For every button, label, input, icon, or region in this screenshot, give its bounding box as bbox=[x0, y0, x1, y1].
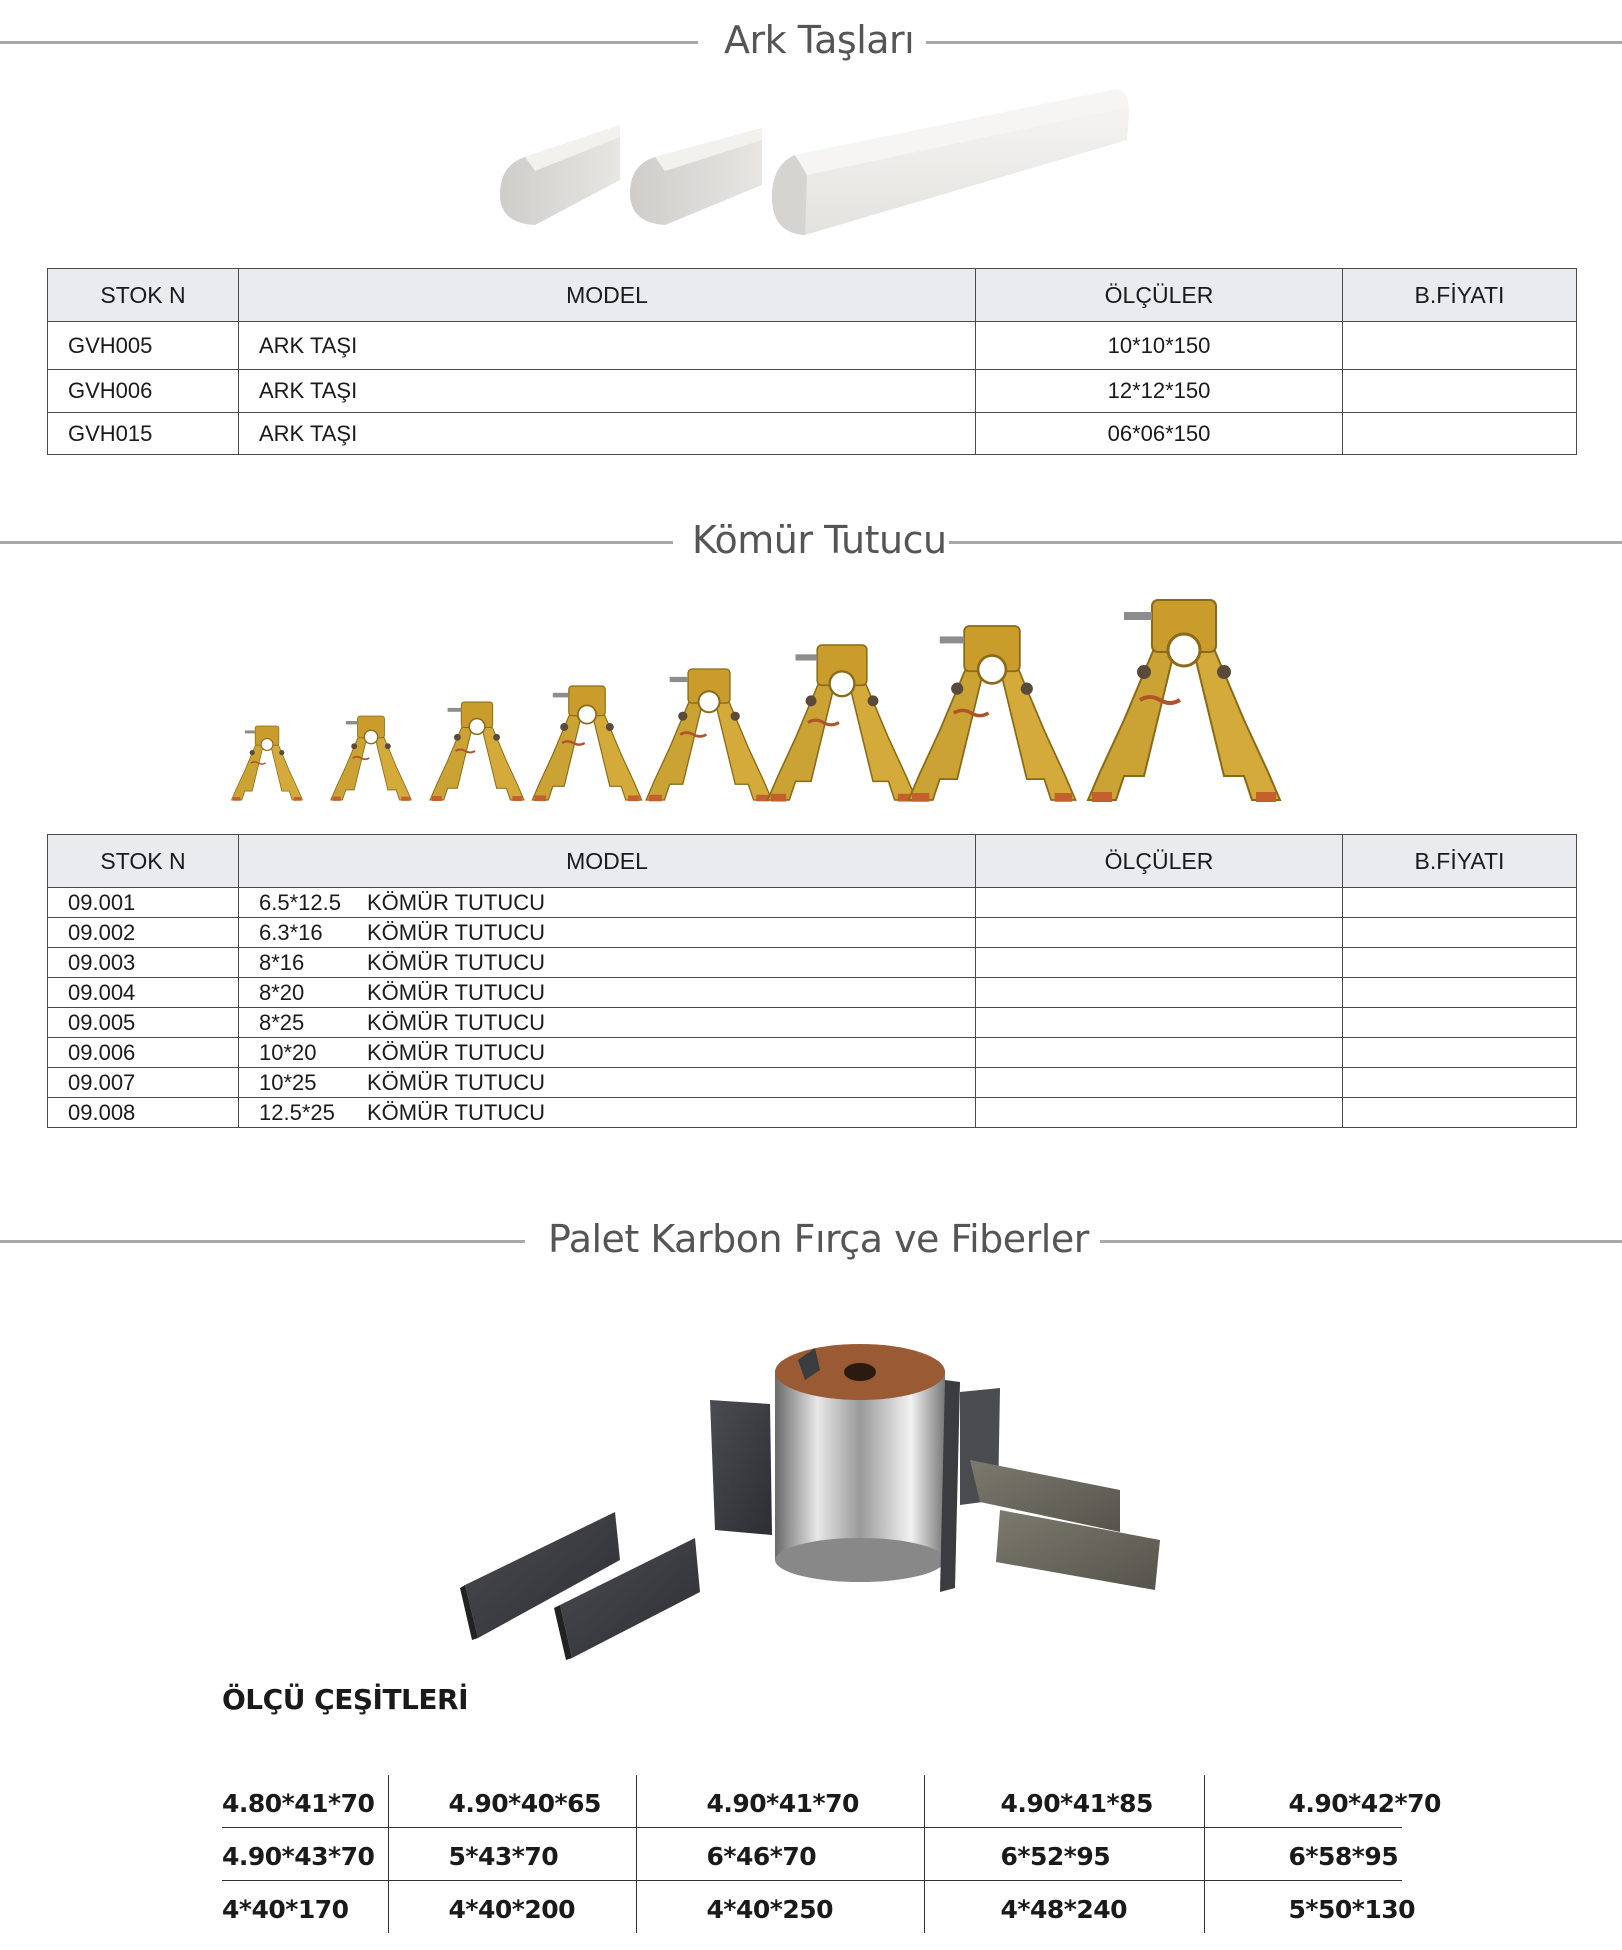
olcu-cell: 10*10*150 bbox=[976, 322, 1343, 370]
size-cell: 4.80*41*70 bbox=[222, 1788, 375, 1818]
table-row bbox=[48, 1008, 1577, 1038]
ark-table bbox=[47, 268, 1577, 455]
col-header-stok: STOK N bbox=[48, 835, 239, 888]
stok-cell: 09.003 bbox=[48, 948, 239, 978]
sizes-row bbox=[222, 1828, 1402, 1881]
table-row bbox=[48, 1098, 1577, 1128]
ark-stones-image bbox=[495, 85, 1135, 245]
size-cell: 4*48*240 bbox=[924, 1881, 1204, 1934]
size-cell: 5*50*130 bbox=[1204, 1881, 1402, 1934]
olcu-cell bbox=[976, 888, 1343, 918]
model-cell bbox=[239, 978, 976, 1008]
table-row bbox=[48, 918, 1577, 948]
size-cell: 6*46*70 bbox=[636, 1828, 924, 1881]
price-cell bbox=[1343, 888, 1577, 918]
price-cell bbox=[1343, 1008, 1577, 1038]
price-cell bbox=[1343, 413, 1577, 455]
price-cell bbox=[1343, 370, 1577, 413]
model-cell bbox=[239, 1068, 976, 1098]
olcu-cell bbox=[976, 948, 1343, 978]
section-header-palet bbox=[0, 1211, 1622, 1271]
size-cell: 6*58*95 bbox=[1204, 1828, 1402, 1881]
size-cell: 4*40*250 bbox=[636, 1881, 924, 1934]
stok-cell: 09.004 bbox=[48, 978, 239, 1008]
sizes-row bbox=[222, 1881, 1402, 1934]
size-cell: 4*40*170 bbox=[222, 1881, 388, 1934]
table-header-row bbox=[48, 835, 1577, 888]
stok-cell: 09.005 bbox=[48, 1008, 239, 1038]
stok-cell: GVH006 bbox=[48, 370, 239, 413]
price-cell bbox=[1343, 1098, 1577, 1128]
model-cell bbox=[239, 1008, 976, 1038]
table-row bbox=[48, 948, 1577, 978]
model-code: 10*25 bbox=[259, 1069, 317, 1095]
table-row bbox=[48, 888, 1577, 918]
model-cell: ARK TAŞI bbox=[239, 322, 976, 370]
size-cell: 4.90*41*70 bbox=[636, 1775, 924, 1828]
stok-cell: 09.002 bbox=[48, 918, 239, 948]
col-header-fiyat: B.FİYATI bbox=[1343, 835, 1577, 888]
stok-cell: GVH005 bbox=[48, 322, 239, 370]
section-header-komur bbox=[0, 512, 1622, 572]
size-cell: 4.90*43*70 bbox=[222, 1828, 388, 1881]
komur-table bbox=[47, 834, 1577, 1128]
olcu-cell: 06*06*150 bbox=[976, 413, 1343, 455]
price-cell bbox=[1343, 978, 1577, 1008]
price-cell bbox=[1343, 1038, 1577, 1068]
model-name: KÖMÜR TUTUCU bbox=[367, 919, 546, 945]
section-title: Ark Taşları bbox=[724, 18, 915, 62]
model-cell bbox=[239, 1038, 976, 1068]
model-cell bbox=[239, 948, 976, 978]
stok-cell: GVH015 bbox=[48, 413, 239, 455]
table-row bbox=[48, 413, 1577, 455]
olcu-cell bbox=[976, 1008, 1343, 1038]
size-cell: 4.90*41*85 bbox=[924, 1775, 1204, 1828]
olcu-cell bbox=[976, 918, 1343, 948]
model-code: 10*20 bbox=[259, 1039, 317, 1065]
model-name: KÖMÜR TUTUCU bbox=[367, 1069, 546, 1095]
price-cell bbox=[1343, 948, 1577, 978]
komur-tutucu-image bbox=[225, 590, 1285, 805]
olcu-cell bbox=[976, 1098, 1343, 1128]
model-name: KÖMÜR TUTUCU bbox=[367, 1039, 546, 1065]
table-row bbox=[48, 978, 1577, 1008]
olcu-cell bbox=[976, 1068, 1343, 1098]
stok-cell: 09.008 bbox=[48, 1098, 239, 1128]
col-header-stok: STOK N bbox=[48, 269, 239, 322]
model-code: 12.5*25 bbox=[259, 1099, 335, 1125]
model-code: 6.3*16 bbox=[259, 919, 323, 945]
model-cell bbox=[239, 888, 976, 918]
col-header-olculer: ÖLÇÜLER bbox=[976, 835, 1343, 888]
model-cell: ARK TAŞI bbox=[239, 413, 976, 455]
model-cell: ARK TAŞI bbox=[239, 370, 976, 413]
table-header-row bbox=[48, 269, 1577, 322]
section-title: Kömür Tutucu bbox=[692, 518, 947, 562]
size-cell: 4*40*200 bbox=[388, 1881, 636, 1934]
model-name: KÖMÜR TUTUCU bbox=[367, 889, 546, 915]
table-row bbox=[48, 370, 1577, 413]
price-cell bbox=[1343, 322, 1577, 370]
stok-cell: 09.001 bbox=[48, 888, 239, 918]
sizes-table bbox=[222, 1775, 1441, 1933]
olcu-cell bbox=[976, 978, 1343, 1008]
model-name: KÖMÜR TUTUCU bbox=[367, 1009, 546, 1035]
palet-karbon-image bbox=[460, 1340, 1170, 1670]
size-cell: 5*43*70 bbox=[388, 1828, 636, 1881]
olcu-cesitleri-title: ÖLÇÜ ÇEŞİTLERİ bbox=[222, 1683, 468, 1716]
table-row bbox=[48, 1068, 1577, 1098]
col-header-model: MODEL bbox=[239, 835, 976, 888]
size-cell: 6*52*95 bbox=[924, 1828, 1204, 1881]
model-code: 8*16 bbox=[259, 949, 305, 975]
model-name: KÖMÜR TUTUCU bbox=[367, 949, 546, 975]
model-code: 8*20 bbox=[259, 979, 305, 1005]
olcu-cell: 12*12*150 bbox=[976, 370, 1343, 413]
col-header-fiyat: B.FİYATI bbox=[1343, 269, 1577, 322]
size-cell: 4.90*40*65 bbox=[388, 1775, 636, 1828]
model-cell bbox=[239, 918, 976, 948]
stok-cell: 09.007 bbox=[48, 1068, 239, 1098]
col-header-model: MODEL bbox=[239, 269, 976, 322]
model-code: 8*25 bbox=[259, 1009, 305, 1035]
section-header-ark bbox=[0, 12, 1622, 72]
price-cell bbox=[1343, 918, 1577, 948]
section-title: Palet Karbon Fırça ve Fiberler bbox=[548, 1217, 1089, 1261]
size-cell: 4.90*42*70 bbox=[1204, 1775, 1402, 1828]
model-cell bbox=[239, 1098, 976, 1128]
model-code: 6.5*12.5 bbox=[259, 889, 341, 915]
price-cell bbox=[1343, 1068, 1577, 1098]
olcu-cell bbox=[976, 1038, 1343, 1068]
model-name: KÖMÜR TUTUCU bbox=[367, 1099, 546, 1125]
stok-cell: 09.006 bbox=[48, 1038, 239, 1068]
model-name: KÖMÜR TUTUCU bbox=[367, 979, 546, 1005]
table-row bbox=[48, 322, 1577, 370]
table-row bbox=[48, 1038, 1577, 1068]
sizes-row bbox=[222, 1775, 1402, 1828]
col-header-olculer: ÖLÇÜLER bbox=[976, 269, 1343, 322]
